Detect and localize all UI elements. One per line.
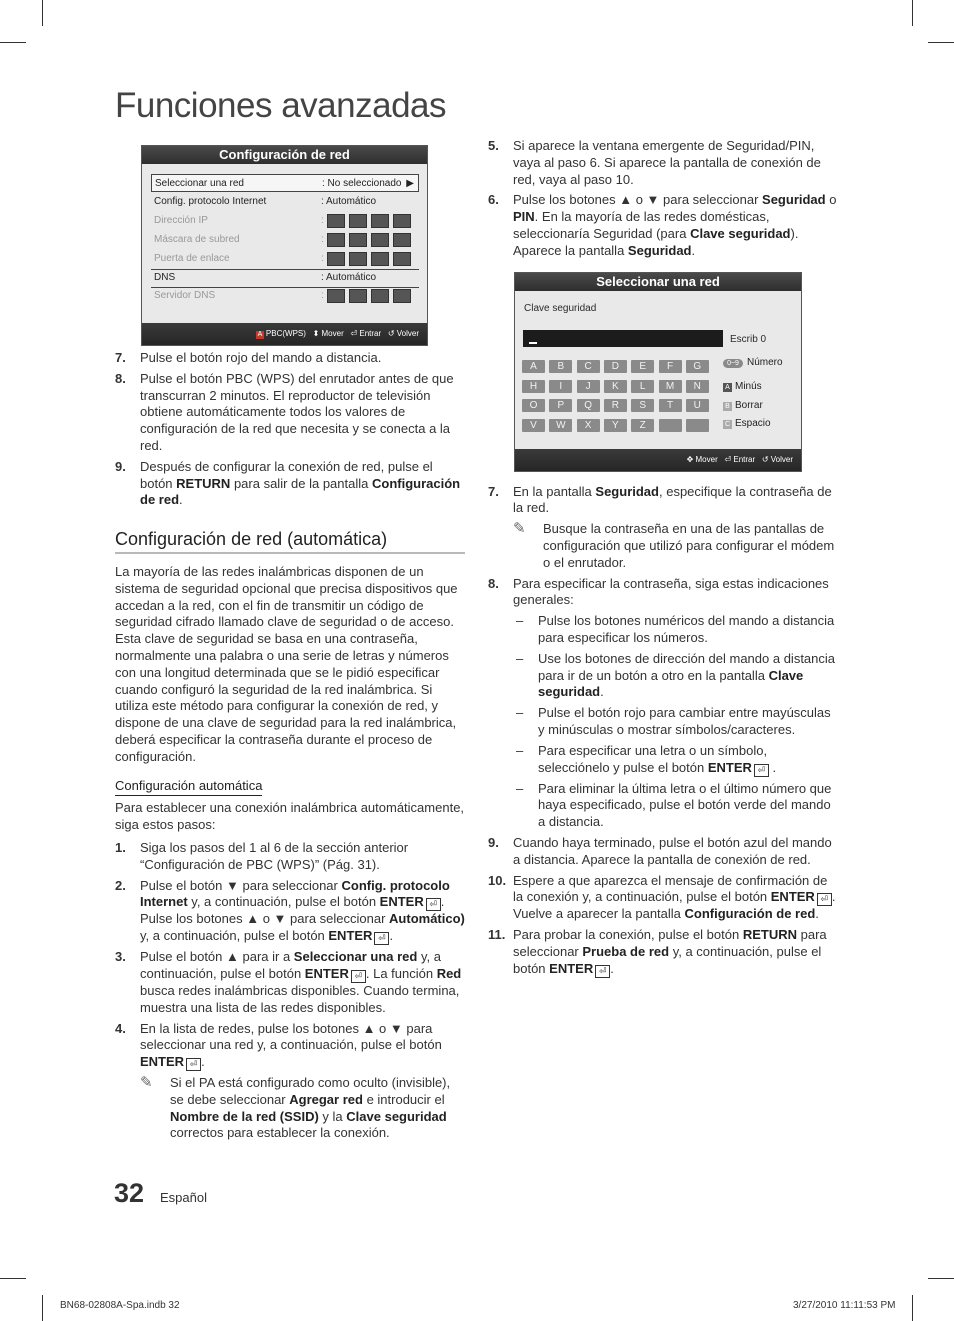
crop-mark (0, 1278, 26, 1279)
keyboard-key[interactable]: L (631, 380, 654, 393)
note-step-7 (513, 521, 838, 571)
step-number: 8. (115, 370, 126, 386)
number-key-icon: 0~9 (723, 359, 743, 368)
dash-item: – Use los botones de dirección del mando a distancia para ir de un botón a otro en la pantalla Clave seguridad. (513, 651, 838, 701)
step-text: Si aparece la ventana emergente de Seguridad/PIN, vaya al paso 6. Si aparece la pantalla de conexión de red, vaya al paso 10. (513, 138, 821, 187)
step-text: Pulse el botón rojo del mando a distancia. (140, 350, 382, 365)
row-value: : Automático (321, 196, 377, 207)
dash-item: – Pulse los botones numéricos del mando a distancia para especificar los números. (513, 613, 838, 647)
auto-step-2 (115, 878, 465, 946)
step-number: 9. (488, 834, 499, 850)
step-9 (115, 459, 465, 509)
keyboard-key[interactable]: N (686, 380, 709, 393)
screen-footer (515, 449, 801, 471)
step-text: Cuando haya terminado, pulse el botón azul del mando a distancia. Aparece la pantalla de conexión de red. (513, 834, 832, 867)
print-date: 3/27/2010 11:11:53 PM (793, 1300, 896, 1311)
page-title: Funciones avanzadas (115, 86, 446, 125)
keyboard-key[interactable]: T (659, 399, 682, 412)
row-value: : (321, 253, 324, 264)
step-number: 9. (115, 458, 126, 474)
arrow-right-icon: ▶ (406, 178, 414, 189)
row-value: : Automático (321, 272, 377, 283)
step-text: Siga los pasos del 1 al 6 de la sección anterior “Configuración de PBC (WPS)” (Pág. 31). (140, 839, 409, 872)
dash-item: – Pulse el botón rojo para cambiar entre mayúsculas y minúsculas o mostrar símbolos/caracteres. (513, 705, 838, 739)
keyboard-key[interactable]: X (577, 419, 600, 432)
row-value: : (321, 290, 324, 301)
network-config-screen (141, 145, 428, 346)
step-7-right (488, 484, 838, 518)
keyboard-key[interactable]: E (631, 360, 654, 373)
red-a-button-icon: A (723, 383, 732, 392)
red-a-button-icon: A (257, 331, 263, 338)
step-text: Para probar la conexión, pulse el botón RETURN para seleccionar Prueba de red y, a continuación, pulse el botón ENTER ⏎ . (513, 927, 827, 976)
keyboard-key[interactable]: C (577, 360, 600, 373)
step-number: 7. (115, 350, 126, 365)
step-text: En la lista de redes, pulse los botones ▲ o ▼ para seleccionar una red y, a continuación, pulse el botón ENTER ⏎ . (140, 1020, 442, 1070)
screen-title: Seleccionar una red (515, 273, 801, 291)
option-number[interactable] (723, 357, 783, 369)
auto-step-3 (115, 949, 465, 1016)
pencil-note-icon: ✎ (140, 1074, 153, 1092)
enter-label: Entrar (359, 329, 382, 338)
option-caps[interactable] (723, 381, 762, 393)
enter-label: Entrar (733, 455, 756, 464)
enter-icon: ⏎ (351, 970, 366, 983)
return-icon: ↺ (761, 455, 769, 464)
option-space[interactable] (723, 418, 771, 430)
enter-icon: ⏎ (754, 764, 769, 777)
back-label: Volver (770, 455, 793, 464)
screen-footer (142, 323, 427, 345)
row-label: Config. protocolo Internet (154, 196, 267, 207)
left-column (115, 350, 465, 1146)
option-label: Número (747, 357, 783, 368)
step-8-right (488, 576, 838, 610)
char-count: Escrib 0 (730, 334, 767, 345)
step-text: En la pantalla Seguridad, especifique la contraseña de la red. (513, 483, 832, 516)
step-text: Espere a que aparezca el mensaje de confirmación de la conexión y, a continuación, pulse el botón ENTER ⏎ . Vuelve a aparecer la pantalla Configuración de red. (513, 872, 836, 922)
screen-title: Configuración de red (142, 146, 427, 164)
keyboard-key[interactable] (686, 419, 709, 432)
dash-text: Para eliminar la última letra o el último número que haya especificado, pulse el botón verde del mando a distancia. (538, 780, 832, 830)
field-label: Clave seguridad (524, 303, 597, 314)
step-text: Para especificar la contraseña, siga estas indicaciones generales: (513, 575, 829, 608)
password-input[interactable] (523, 330, 723, 347)
keyboard-key[interactable]: V (522, 419, 545, 432)
option-label: Borrar (735, 400, 763, 411)
row-label: Seleccionar una red (155, 178, 244, 189)
row-label: Dirección IP (154, 215, 208, 226)
dns-boxes (327, 289, 415, 310)
note-step-4 (140, 1075, 465, 1142)
row-value: : (321, 234, 324, 245)
crop-mark (42, 0, 43, 26)
keyboard-key[interactable]: O (522, 399, 545, 412)
row-ip-address (151, 212, 419, 230)
keyboard-key[interactable]: J (577, 380, 600, 393)
step-text: Pulse el botón ▲ para ir a Seleccionar una red y, a continuación, pulse el botón ENTER ⏎ . La función Red busca redes inalámbricas disponibles. Cuando termina, muestra una lista de las redes disponibles. (140, 949, 462, 1015)
enter-icon: ⏎ (817, 893, 832, 906)
keyboard-key[interactable]: Y (604, 419, 627, 432)
move-icon: ✥ (686, 455, 694, 464)
back-label: Volver (396, 329, 419, 338)
dash-item: – Para especificar una letra o un símbolo, selecciónelo y pulse el botón ENTER ⏎ . (513, 743, 838, 777)
auto-step-4 (115, 1021, 465, 1072)
move-label: Mover (695, 455, 718, 464)
keyboard-key[interactable]: G (686, 360, 709, 373)
section-intro: La mayoría de las redes inalámbricas disponen de un sistema de seguridad opcional que precisa dispositivos que accedan a la red, con el fin de transmitir un código de seguridad cifrado llamado clave de seguridad o de acceso. Esta clave de seguridad se basa en una contraseña, normalmente una palabra o una serie de letras y números con una longitud determinada que se le pidió especificar cuando configuró la seguridad de la red inalámbrica. Si utiliza este método para configurar la conexión de red, y dispone de una clave de seguridad para la red inalámbrica, deberá especificar la contraseña durante el proceso de configuración. (115, 563, 458, 764)
right-column (488, 138, 838, 982)
step-text: Pulse el botón ▼ para seleccionar Config. protocolo Internet y, a continuación, pulse el botón ENTER ⏎ . Pulse los botones ▲ o ▼ para seleccionar Automático) y, a continuación, pulse el botón ENTER ⏎ . (140, 877, 465, 944)
enter-icon: ⏎ (426, 898, 441, 911)
text-cursor (529, 342, 537, 344)
crop-mark (928, 42, 954, 43)
crop-mark (42, 1295, 43, 1321)
dash-item: – Para eliminar la última letra o el último número que haya especificado, pulse el botón verde del mando a distancia. (513, 781, 838, 831)
pbc-label: PBC(WPS) (265, 329, 306, 338)
row-subnet-mask (151, 231, 419, 249)
row-label: Servidor DNS (154, 290, 216, 301)
keyboard-key[interactable]: F (659, 360, 682, 373)
print-file: BN68-02808A-Spa.indb 32 (60, 1300, 180, 1311)
step-number: 1. (115, 839, 126, 855)
keyboard-key[interactable] (659, 419, 682, 432)
subsection-intro: Para establecer una conexión inalámbrica automáticamente, siga estos pasos: (115, 800, 465, 833)
enter-icon: ⏎ (186, 1058, 201, 1071)
keyboard-key[interactable]: I (549, 380, 572, 393)
row-label: DNS (154, 272, 176, 283)
row-select-network[interactable] (151, 174, 419, 192)
step-5 (488, 138, 838, 188)
keyboard-key[interactable]: R (604, 399, 627, 412)
pencil-note-icon: ✎ (513, 520, 526, 538)
enter-icon: ⏎ (595, 965, 610, 978)
step-text: Pulse los botones ▲ o ▼ para seleccionar Seguridad o PIN. En la mayoría de las redes domésticas, seleccionaría Seguridad (para Clave seguridad). Aparece la pantalla Seguridad. (513, 192, 837, 258)
keyboard-key[interactable]: Q (577, 399, 600, 412)
keyboard-key[interactable]: A (522, 360, 545, 373)
step-number: 11. (488, 927, 506, 943)
dash-text: Pulse el botón rojo para cambiar entre mayúsculas y minúsculas o mostrar símbolos/caracteres. (538, 705, 831, 737)
up-down-icon: ⬍ (312, 329, 320, 338)
auto-step-1 (115, 840, 465, 874)
move-label: Mover (321, 329, 344, 338)
row-gateway (151, 250, 419, 268)
section-heading: Configuración de red (automática) (115, 531, 465, 554)
step-9-right (488, 835, 838, 869)
crop-mark (0, 42, 26, 43)
row-label: Puerta de enlace (154, 253, 230, 264)
step-number: 8. (488, 575, 499, 591)
option-label: Minús (735, 381, 762, 392)
keyboard-key[interactable]: U (686, 399, 709, 412)
keyboard-key[interactable]: Z (631, 419, 654, 432)
crop-mark (912, 0, 913, 26)
crop-mark (912, 1295, 913, 1321)
step-number: 7. (488, 483, 499, 499)
step-8 (115, 371, 465, 455)
step-11 (488, 927, 838, 978)
keyboard-key[interactable]: B (549, 360, 572, 373)
step-7 (115, 350, 465, 367)
keyboard-key[interactable]: S (631, 399, 654, 412)
return-icon: ↺ (387, 329, 395, 338)
subsection-heading: Configuración automática (115, 778, 262, 797)
keyboard-key[interactable]: M (659, 380, 682, 393)
step-text: Pulse el botón PBC (WPS) del enrutador antes de que transcurran 2 minutos. El reproductor de televisión obtiene automáticamente todos los valores de configuración de la red que necesita y se conecta a la red. (140, 370, 454, 453)
language-label: Español (160, 1190, 207, 1205)
keyboard-key[interactable]: D (604, 360, 627, 373)
page-number: 32 (114, 1178, 145, 1208)
dash-text: Pulse los botones numéricos del mando a distancia para especificar los números. (538, 613, 835, 645)
keyboard-key[interactable]: P (549, 399, 572, 412)
row-value: : (321, 215, 324, 226)
keyboard-key[interactable]: K (604, 380, 627, 393)
step-number: 4. (115, 1020, 126, 1036)
keyboard-key[interactable]: H (522, 380, 545, 393)
row-dns[interactable] (151, 269, 419, 287)
keyboard-key[interactable]: W (549, 419, 572, 432)
step-number: 6. (488, 192, 499, 208)
yellow-c-button-icon: C (724, 421, 731, 428)
crop-mark (928, 1278, 954, 1279)
step-number: 10. (488, 872, 507, 888)
dash-text: Para especificar una letra o un símbolo, selecciónelo y pulse el botón ENTER ⏎ . (538, 742, 777, 775)
enter-icon: ⏎ (350, 329, 358, 338)
note-text: Busque la contraseña en una de las pantallas de configuración que utilizó para configurar el módem o el enrutador. (543, 521, 835, 570)
option-label: Espacio (735, 418, 771, 429)
step-10 (488, 873, 838, 924)
step-number: 5. (488, 138, 499, 153)
select-network-screen (514, 272, 802, 472)
option-delete[interactable] (723, 400, 763, 412)
green-b-button-icon: B (723, 402, 732, 411)
enter-icon: ⏎ (724, 455, 732, 464)
step-number: 2. (115, 877, 126, 893)
dash-text: Use los botones de dirección del mando a distancia para ir de un botón a otro en la pantalla Clave seguridad. (538, 650, 836, 700)
step-number: 3. (115, 949, 126, 965)
row-ip-protocol[interactable] (151, 193, 419, 211)
row-label: Máscara de subred (154, 234, 240, 245)
step-6 (488, 192, 838, 259)
enter-icon: ⏎ (374, 932, 389, 945)
row-dns-server (151, 287, 419, 305)
step-text: Después de configurar la conexión de red, pulse el botón RETURN para salir de la pantalla Configuración de red. (140, 458, 461, 508)
row-value: : No seleccionado (322, 178, 402, 189)
note-text: Si el PA está configurado como oculto (invisible), se debe seleccionar Agregar red e introducir el Nombre de la red (SSID) y la Clave seguridad correctos para establecer la conexión. (170, 1075, 451, 1141)
